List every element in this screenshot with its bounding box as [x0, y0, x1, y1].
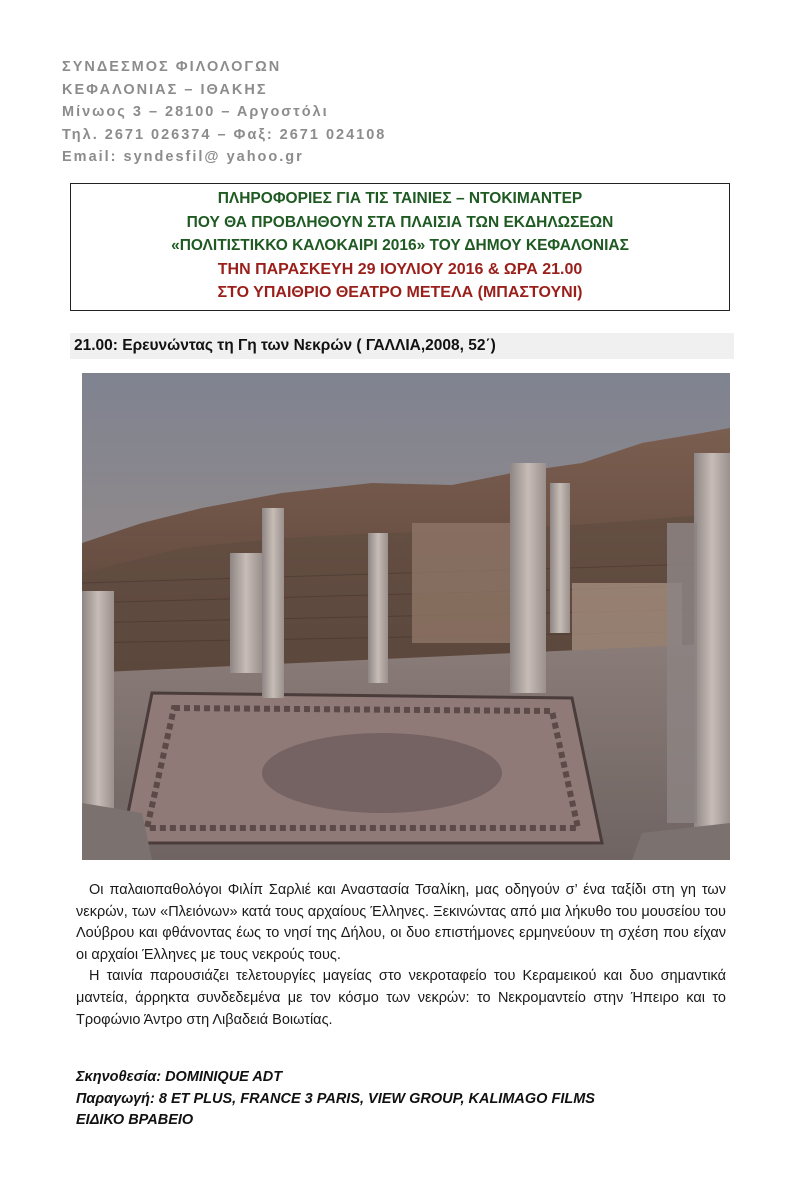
letterhead-org-name: ΣΥΝΔΕΣΜΟΣ ΦΙΛΟΛΟΓΩΝ: [62, 59, 282, 75]
description-paragraph-1: Οι παλαιοπαθολόγοι Φιλίπ Σαρλιέ και Αναστασία Τσαλίκη, μας οδηγούν σ’ ένα ταξίδι στη γη των νεκρών, των «Πλειόνων» κατά τους αρχαίους Έλληνες. Ξεκινώντας από μια λήκυθο του μουσείου του Λούβρου και φθάνοντας έως το νησί της Δήλου, οι δυο επιστήμονες ερμηνεύουν τη σχέση που είχαν οι αρχαίοι Έλληνες με τους νεκρούς τους.: [76, 882, 726, 963]
letterhead-region: ΚΕΦΑΛΟΝΙΑΣ – ΙΘΑΚΗΣ: [62, 81, 268, 98]
credit-director: Σκηνοθεσία: DOMINIQUE ADT: [76, 1069, 283, 1085]
film-credits: [76, 1067, 595, 1132]
film-still-photo: [82, 373, 730, 860]
info-line-context: ΠΟΥ ΘΑ ΠΡΟΒΛΗΘΟΥΝ ΣΤΑ ΠΛΑΙΣΙΑ ΤΩΝ ΕΚΔΗΛΩΣΕΩΝ: [186, 213, 614, 231]
info-line-event-series: «ΠΟΛΙΤΙΣΤΙΚΚΟ ΚΑΛΟΚΑΙΡΙ 2016» ΤΟΥ ΔΗΜΟΥ ΚΕΦΑΛΟΝΙΑΣ: [171, 237, 629, 254]
info-line-title: ΠΛΗΡΟΦΟΡΙΕΣ ΓΙΑ ΤΙΣ ΤΑΙΝΙΕΣ – ΝΤΟΚΙΜΑΝΤΕΡ: [217, 190, 583, 207]
film-description: [76, 880, 726, 1031]
credit-production: Παραγωγή: 8 ET PLUS, FRANCE 3 PARIS, VIEW GROUP, KALIMAGO FILMS: [76, 1090, 595, 1107]
film-heading: 21.00: Ερευνώντας τη Γη των Νεκρών ( ΓΑΛΛΙΑ,2008, 52΄): [70, 333, 734, 359]
description-paragraph-2: Η ταινία παρουσιάζει τελετουργίες μαγείας στο νεκροταφείο του Κεραμεικού και δυο σημαντικά μαντεία, άρρηκτα συνδεδεμένα με τον κόσμο των νεκρών: το Νεκρομαντείο στην Ήπειρο και το Τροφώνιο Άντρο στη Λιβαδειά Βοιωτίας.: [76, 968, 726, 1028]
info-line-venue: ΣΤΟ ΥΠΑΙΘΡΙΟ ΘΕΑΤΡΟ ΜΕΤΕΛΑ (ΜΠΑΣΤΟΥΝΙ): [217, 284, 583, 301]
letterhead-email: Email: syndesfil@ yahoo.gr: [62, 149, 304, 165]
letterhead-address: Μίνωος 3 – 28100 – Αργοστόλι: [62, 104, 329, 120]
letterhead-phone-fax: Τηλ. 2671 026374 – Φαξ: 2671 024108: [62, 126, 387, 143]
info-line-date-time: ΤΗΝ ΠΑΡΑΣΚΕΥΗ 29 ΙΟΥΛΙΟΥ 2016 & ΩΡΑ 21.00: [217, 260, 583, 278]
credit-award: ΕΙΔΙΚΟ ΒΡΑΒΕΙΟ: [76, 1112, 194, 1129]
event-info-box: [70, 183, 730, 311]
letterhead: [62, 56, 386, 169]
